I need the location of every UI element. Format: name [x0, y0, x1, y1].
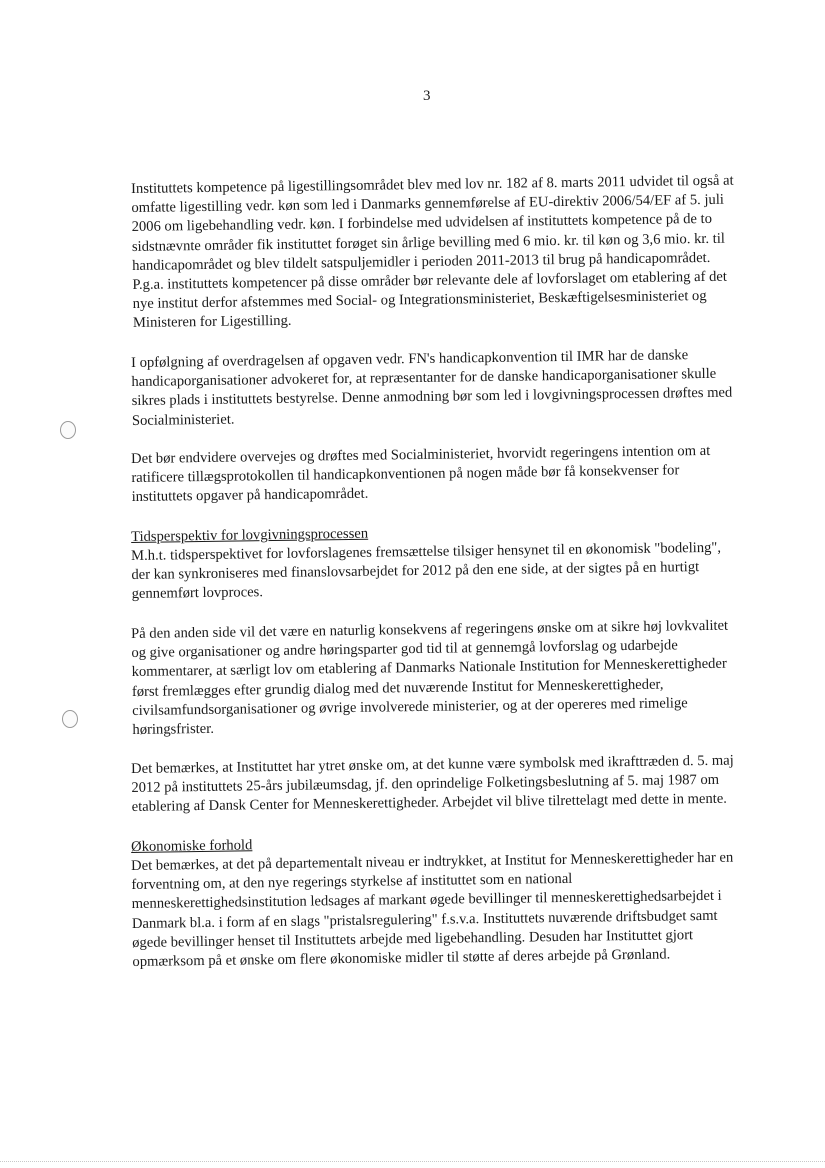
punch-hole [62, 710, 78, 728]
punch-hole [60, 421, 76, 439]
paragraph-anniversary: Det bemærkes, at Instituttet har ytret ønske om, at det kunne være symbolsk med ikrafttræden d. 5. maj 2012 på instituttets 25-års jubilæumsdag, jf. den oprindelige Folketingsbeslutning af 5. maj 1987 om etablering af Dansk Center for Menneskerettigheder. Arbejdet vil blive tilrettelagt med dette in mente. [131, 752, 734, 816]
heading-time-perspective: Tidsperspektiv for lovgivningsprocessen [131, 525, 369, 546]
paragraph-competence: Instituttets kompetence på ligestillingsområdet blev med lov nr. 182 af 8. marts 2011 udvidet til også at omfatte ligestilling vedr. køn som led i Danmarks gennemførelse af EU-direktiv 2006/54/EF af 5. juli 2006 om ligebehandling vedr. køn. I forbindelse med udvidelsen af instituttets kompetence på de to sidstnævnte områder fik instituttet forøget sin årlige bevilling med 6 mio. kr. til køn og 3,6 mio. kr. til handicapområdet og blev tildelt satspuljemidler i perioden 2011-2013 til brug på handicapområdet. P.g.a. instituttets kompetencer på disse områder bør relevante dele af lovforslaget om etablering af det nye institut derfor afstemmes med Social- og Integrationsministeriet, Beskæftigelsesministeriet og Ministeren for Ligestilling. [131, 172, 734, 332]
heading-economic-conditions: Økonomiske forhold [131, 836, 253, 855]
document-body [131, 172, 741, 992]
paragraph-time-perspective: M.h.t. tidsperspektivet for lovforslagenes fremsættelse tilsiger hensynet til en økonomisk "bodeling", der kan synkroniseres med finanslovsarbejdet for 2012 på den ene side, at der sigtes på en hurtigt gennemført lovproces. [131, 540, 722, 603]
paragraph-additional-protocol: Det bør endvidere overvejes og drøftes med Socialministeriet, hvorvidt regeringens intention om at ratificere tillægsprotokollen til handicapkonventionen på nogen måde bør få konsekvenser for instituttets opgaver på handicapområdet. [131, 443, 711, 506]
page-edge-line [0, 1161, 825, 1162]
paragraph-handicap-organisations: I opfølgning af overdragelsen af opgaven vedr. FN's handicapkonvention til IMR har de danske handicaporganisationer advokeret for, at repræsentanter for de danske handicaporganisationer skulle sikres plads i instituttets bestyrelse. Denne anmodning bør som led i lovgivningsprocessen drøftes med Socialministeriet. [131, 346, 733, 429]
paragraph-law-quality: På den anden side vil det være en naturlig konsekvens af regeringens ønske om at sikre høj lovkvalitet og give organisationer og andre høringsparter god tid til at gennemgå lovforslag og udarbejde kommentarer, at særligt lov om etablering af Danmarks Nationale Institution for Menneskerettigheder først fremlægges efter grundig dialog med det nuværende Institut for Menneskerettigheder, civilsamfundsorganisationer og øvrige involverede ministerier, og at der opereres med rimelige høringsfrister. [131, 617, 729, 738]
paragraph-economic-conditions: Det bemærkes, at det på departementalt niveau er indtrykket, at Institut for Menneskerettigheder har en forventning om, at den nye regerings styrkelse af instituttet som en national menneskerettighedsinstitution ledsages af markant øgede bevillinger til menneskerettighedsarbejdet i Danmark bl.a. i form af en slags "pristalsregulering" f.s.v.a. Instituttets nuværende driftsbudget samt øgede bevillinger henset til Instituttets arbejde med ligebehandling. Desuden har Instituttet gjort opmærksom på et ønske om flere økonomiske midler til støtte af deres arbejde på Grønland. [131, 849, 734, 970]
page-number: 3 [423, 88, 431, 104]
